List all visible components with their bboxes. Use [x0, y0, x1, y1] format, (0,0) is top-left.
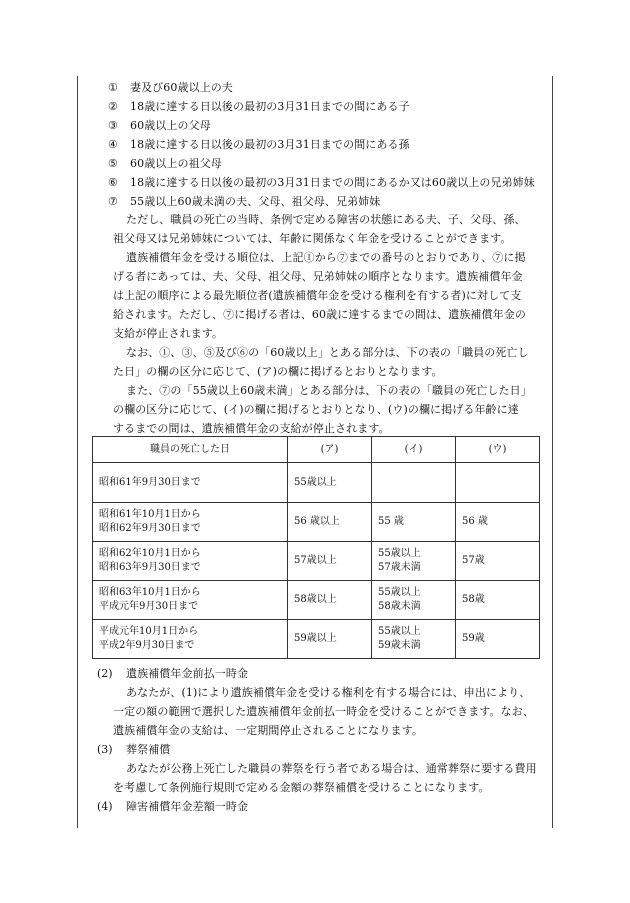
date-cell: 昭和61年9月30日まで [93, 463, 288, 503]
paragraph-line: 一定の額の範囲で選択した遺族補償年金前払一時金を受けることができます。なお、 [113, 705, 534, 718]
a-cell: 56 歳以上 [288, 503, 372, 542]
item-number: ③ [108, 119, 118, 132]
paragraph-line: は上記の順序による最先順位者(遺族補償年金を受ける権利を有する者)に対して支 [113, 289, 522, 302]
table-row [93, 620, 540, 659]
header-i: (イ) [372, 437, 456, 463]
paragraph-line: の欄の区分に応じて、(イ)の欄に掲げるとおりとなり、(ウ)の欄に掲げる年齢に達 [113, 403, 519, 416]
paragraph-line: 遺族補償年金の支給は、一定期間停止されることになります。 [113, 724, 423, 737]
age-table [92, 436, 540, 659]
paragraph-line: 遺族補償年金を受ける順位は、上記①から⑦までの番号のとおりであり、⑦に掲 [126, 251, 526, 264]
list-item: 55歳以上60歳未満の夫、父母、祖父母、兄弟姉妹 [130, 195, 381, 208]
paragraph-line: あなたが公務上死亡した職員の葬祭を行う者である場合は、通常葬祭に要する費用 [126, 762, 537, 775]
list-item: 18歳に達する日以後の最初の3月31日までの間にある孫 [130, 138, 410, 151]
a-cell: 58歳以上 [288, 581, 372, 620]
paragraph-line: 祖父母又は兄弟姉妹については、年齢に関係なく年金を受けることができます。 [113, 232, 512, 245]
paragraph-line: 支給が停止されます。 [113, 327, 224, 340]
paragraph-line: なお、①、③、⑤及び⑥の「60歳以上」とある部分は、下の表の「職員の死亡し [126, 346, 529, 359]
table-row [93, 503, 540, 542]
section-title: 障害補償年金差額一時金 [126, 800, 249, 813]
paragraph-line: た日」の欄の区分に応じて、(ア)の欄に掲げるとおりとなります。 [113, 365, 443, 378]
item-number: ② [108, 100, 118, 113]
item-number: ① [108, 81, 118, 94]
i-cell: 55歳以上 58歳未満 [372, 581, 456, 620]
section-title: 葬祭補償 [126, 743, 171, 756]
u-cell: 57歳 [456, 542, 540, 581]
paragraph-line: するまでの間は、遺族補償年金の支給が停止されます。 [113, 422, 390, 435]
list-item: 60歳以上の父母 [130, 119, 211, 132]
section-number: (3) [97, 743, 113, 756]
list-item: 60歳以上の祖父母 [130, 157, 222, 170]
list-item: 妻及び60歳以上の夫 [130, 81, 233, 94]
paragraph-line: 給されます。ただし、⑦に掲げる者は、60歳に達するまでの間は、遺族補償年金の [113, 308, 526, 321]
section-number: (4) [97, 800, 113, 813]
i-cell: 55歳以上 59歳未満 [372, 620, 456, 659]
item-number: ⑦ [108, 195, 118, 208]
section-number: (2) [97, 667, 113, 680]
a-cell: 57歳以上 [288, 542, 372, 581]
table-row [93, 542, 540, 581]
u-cell: 56 歳 [456, 503, 540, 542]
section-title: 遺族補償年金前払一時金 [126, 667, 249, 680]
i-cell: 55 歳 [372, 503, 456, 542]
table-header-row [93, 437, 540, 463]
table-row [93, 581, 540, 620]
paragraph-line: あなたが、(1)により遺族補償年金を受ける権利を有する場合には、申出により、 [126, 686, 531, 699]
paragraph-line: ただし、職員の死亡の当時、条例で定める障害の状態にある夫、子、父母、孫、 [126, 213, 526, 226]
list-item: 18歳に達する日以後の最初の3月31日までの間にある子 [130, 100, 410, 113]
i-cell [372, 463, 456, 503]
paragraph-line: また、⑦の「55歳以上60歳未満」とある部分は、下の表の「職員の死亡した日」 [126, 384, 532, 397]
list-item: 18歳に達する日以後の最初の3月31日までの間にあるか又は60歳以上の兄弟姉妹 [130, 176, 535, 189]
date-cell: 昭和63年10月1日から 平成元年9月30日まで [93, 581, 288, 620]
i-cell: 55歳以上 57歳未満 [372, 542, 456, 581]
paragraph-line: げる者にあっては、夫、父母、祖父母、兄弟姉妹の順序となります。遺族補償年金 [113, 270, 523, 283]
u-cell [456, 463, 540, 503]
a-cell: 59歳以上 [288, 620, 372, 659]
date-cell: 昭和61年10月1日から 昭和62年9月30日まで [93, 503, 288, 542]
header-u: (ウ) [456, 437, 540, 463]
header-date: 職員の死亡した日 [93, 437, 288, 463]
table-row [93, 463, 540, 503]
item-number: ④ [108, 138, 118, 151]
a-cell: 55歳以上 [288, 463, 372, 503]
date-cell: 平成元年10月1日から 平成2年9月30日まで [93, 620, 288, 659]
u-cell: 58歳 [456, 581, 540, 620]
item-number: ⑥ [108, 176, 118, 189]
date-cell: 昭和62年10月1日から 昭和63年9月30日まで [93, 542, 288, 581]
paragraph-line: を考慮して条例施行規則で定める金額の葬祭補償を受けることになります。 [113, 781, 490, 794]
header-a: (ア) [288, 437, 372, 463]
item-number: ⑤ [108, 157, 118, 170]
u-cell: 59歳 [456, 620, 540, 659]
